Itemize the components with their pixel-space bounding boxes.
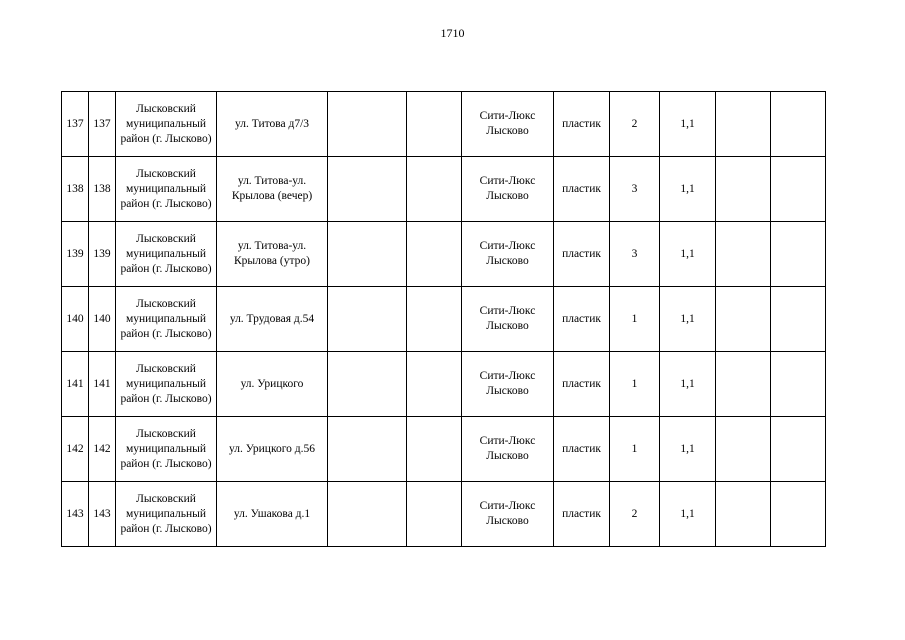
district-cell-line: район (г. Лысково) <box>120 522 212 535</box>
district-cell <box>116 417 217 482</box>
carrier-cell-line: Лысково <box>486 190 529 202</box>
district-cell <box>116 222 217 287</box>
empty-cell <box>771 92 826 157</box>
district-cell-line: муниципальный <box>125 312 207 325</box>
site-number: 139 <box>89 222 116 287</box>
site-number: 140 <box>89 287 116 352</box>
district-cell-line: Лысковский <box>136 232 196 245</box>
carrier-cell-line: Сити-Люкс <box>479 110 536 122</box>
district-cell-line: муниципальный <box>125 507 207 520</box>
carrier-cell-line: Лысково <box>486 320 529 332</box>
material-cell: пластик <box>554 417 610 482</box>
volume-cell: 1,1 <box>660 222 716 287</box>
empty-cell <box>716 222 771 287</box>
district-cell-line: район (г. Лысково) <box>120 392 212 405</box>
empty-cell <box>407 352 462 417</box>
empty-cell <box>328 482 407 547</box>
district-cell-line: Лысковский <box>136 427 196 440</box>
volume-cell: 1,1 <box>660 92 716 157</box>
carrier-cell <box>462 482 554 547</box>
row-number: 143 <box>62 482 89 547</box>
table-row <box>62 417 826 482</box>
carrier-cell <box>462 92 554 157</box>
district-cell <box>116 92 217 157</box>
empty-cell <box>716 157 771 222</box>
empty-cell <box>771 417 826 482</box>
district-cell-line: район (г. Лысково) <box>120 262 212 275</box>
empty-cell <box>328 417 407 482</box>
district-cell-line: район (г. Лысково) <box>120 132 212 145</box>
carrier-cell <box>462 157 554 222</box>
table-row <box>62 352 826 417</box>
empty-cell <box>771 287 826 352</box>
empty-cell <box>716 287 771 352</box>
material-cell: пластик <box>554 157 610 222</box>
empty-cell <box>328 287 407 352</box>
row-number: 140 <box>62 287 89 352</box>
carrier-cell-line: Лысково <box>486 450 529 462</box>
empty-cell <box>407 287 462 352</box>
volume-cell: 1,1 <box>660 482 716 547</box>
carrier-cell-line: Сити-Люкс <box>479 305 536 317</box>
row-number: 141 <box>62 352 89 417</box>
quantity-cell: 1 <box>610 417 660 482</box>
district-cell-line: район (г. Лысково) <box>120 197 212 210</box>
quantity-cell: 1 <box>610 287 660 352</box>
empty-cell <box>407 157 462 222</box>
carrier-cell-line: Лысково <box>486 515 529 527</box>
quantity-cell: 2 <box>610 482 660 547</box>
district-cell-line: Лысковский <box>136 102 196 115</box>
district-cell <box>116 352 217 417</box>
material-cell: пластик <box>554 222 610 287</box>
empty-cell <box>716 482 771 547</box>
volume-cell: 1,1 <box>660 157 716 222</box>
empty-cell <box>407 417 462 482</box>
district-cell-line: муниципальный <box>125 442 207 455</box>
street-cell: ул. Титова-ул. Крылова (вечер) <box>217 157 328 222</box>
page-number: 1710 <box>440 26 465 40</box>
quantity-cell: 2 <box>610 92 660 157</box>
district-cell <box>116 157 217 222</box>
district-cell-line: муниципальный <box>125 377 207 390</box>
empty-cell <box>771 222 826 287</box>
table-row <box>62 92 826 157</box>
district-cell-line: район (г. Лысково) <box>120 457 212 470</box>
table-row <box>62 222 826 287</box>
site-number: 137 <box>89 92 116 157</box>
district-cell-line: муниципальный <box>125 117 207 130</box>
street-cell: ул. Титова д7/3 <box>217 92 328 157</box>
empty-cell <box>328 157 407 222</box>
carrier-cell <box>462 417 554 482</box>
material-cell: пластик <box>554 287 610 352</box>
empty-cell <box>328 352 407 417</box>
volume-cell: 1,1 <box>660 287 716 352</box>
empty-cell <box>771 482 826 547</box>
street-cell: ул. Трудовая д.54 <box>217 287 328 352</box>
volume-cell: 1,1 <box>660 417 716 482</box>
site-number: 141 <box>89 352 116 417</box>
carrier-cell-line: Сити-Люкс <box>479 370 536 382</box>
quantity-cell: 1 <box>610 352 660 417</box>
carrier-cell <box>462 222 554 287</box>
carrier-cell-line: Лысково <box>486 255 529 267</box>
district-cell-line: Лысковский <box>136 362 196 375</box>
carrier-cell-line: Лысково <box>486 385 529 397</box>
street-cell: ул. Урицкого д.56 <box>217 417 328 482</box>
site-number: 138 <box>89 157 116 222</box>
district-cell-line: Лысковский <box>136 167 196 180</box>
material-cell: пластик <box>554 482 610 547</box>
volume-cell: 1,1 <box>660 352 716 417</box>
carrier-cell-line: Сити-Люкс <box>479 175 536 187</box>
district-cell <box>116 287 217 352</box>
street-cell: ул. Титова-ул. Крылова (утро) <box>217 222 328 287</box>
empty-cell <box>328 222 407 287</box>
quantity-cell: 3 <box>610 222 660 287</box>
table-row <box>62 287 826 352</box>
empty-cell <box>716 92 771 157</box>
registry-table <box>61 91 826 547</box>
quantity-cell: 3 <box>610 157 660 222</box>
carrier-cell-line: Сити-Люкс <box>479 435 536 447</box>
empty-cell <box>407 482 462 547</box>
carrier-cell <box>462 352 554 417</box>
empty-cell <box>716 417 771 482</box>
district-cell <box>116 482 217 547</box>
empty-cell <box>771 352 826 417</box>
site-number: 143 <box>89 482 116 547</box>
row-number: 142 <box>62 417 89 482</box>
empty-cell <box>407 92 462 157</box>
site-number: 142 <box>89 417 116 482</box>
carrier-cell-line: Сити-Люкс <box>479 500 536 512</box>
district-cell-line: Лысковский <box>136 492 196 505</box>
empty-cell <box>328 92 407 157</box>
empty-cell <box>407 222 462 287</box>
row-number: 137 <box>62 92 89 157</box>
material-cell: пластик <box>554 352 610 417</box>
row-number: 139 <box>62 222 89 287</box>
table-body <box>62 92 826 547</box>
empty-cell <box>716 352 771 417</box>
row-number: 138 <box>62 157 89 222</box>
street-cell: ул. Ушакова д.1 <box>217 482 328 547</box>
district-cell-line: муниципальный <box>125 182 207 195</box>
table-row <box>62 157 826 222</box>
district-cell-line: район (г. Лысково) <box>120 327 212 340</box>
table-row <box>62 482 826 547</box>
empty-cell <box>771 157 826 222</box>
carrier-cell-line: Сити-Люкс <box>479 240 536 252</box>
carrier-cell <box>462 287 554 352</box>
district-cell-line: муниципальный <box>125 247 207 260</box>
district-cell-line: Лысковский <box>136 297 196 310</box>
street-cell: ул. Урицкого <box>217 352 328 417</box>
material-cell: пластик <box>554 92 610 157</box>
carrier-cell-line: Лысково <box>486 125 529 137</box>
